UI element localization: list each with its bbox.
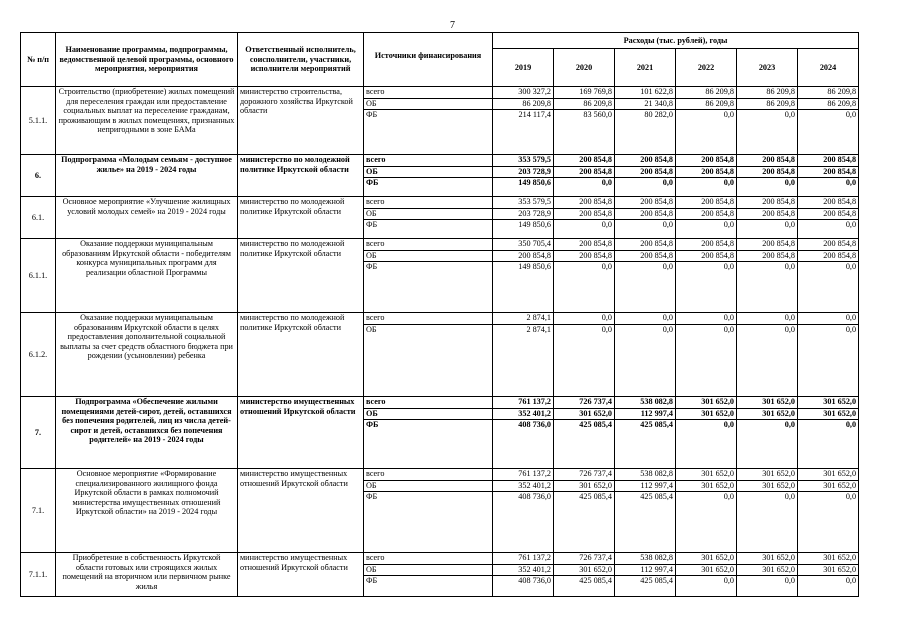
amount: 80 282,0 bbox=[644, 110, 673, 120]
amount: 726 737,4 bbox=[554, 553, 614, 565]
header-year-2022: 2022 bbox=[676, 49, 737, 87]
value-cell bbox=[737, 469, 798, 553]
table-row bbox=[21, 397, 859, 469]
value-cell bbox=[737, 239, 798, 313]
source-label: всего bbox=[364, 553, 492, 565]
value-cell bbox=[615, 155, 676, 197]
amount: 200 854,8 bbox=[798, 155, 858, 167]
source-label: ФБ bbox=[366, 220, 378, 230]
value-cell bbox=[493, 197, 554, 239]
amount: 200 854,8 bbox=[554, 197, 614, 209]
value-cell bbox=[798, 469, 859, 553]
amount: 200 854,8 bbox=[676, 167, 736, 179]
amount: 200 854,8 bbox=[554, 209, 614, 221]
amount: 86 209,8 bbox=[493, 99, 553, 111]
amount: 408 736,0 bbox=[518, 420, 551, 430]
amount: 0,0 bbox=[723, 420, 734, 430]
amount: 200 854,8 bbox=[737, 239, 797, 251]
source-label: всего bbox=[364, 397, 492, 409]
header-name: Наименование программы, подпрограммы, ведомственной целевой программы, основного мероприятия, мероприятия bbox=[56, 33, 238, 87]
amount: 301 652,0 bbox=[798, 481, 858, 493]
amount: 761 137,2 bbox=[493, 553, 553, 565]
amount: 112 997,4 bbox=[615, 481, 675, 493]
table-row bbox=[21, 553, 859, 597]
value-cell bbox=[676, 397, 737, 469]
amount: 0,0 bbox=[845, 420, 857, 430]
amount: 200 854,8 bbox=[493, 251, 553, 263]
amount: 203 728,9 bbox=[493, 209, 553, 221]
row-responsible: министерство по молодежной политике Иркутской области bbox=[238, 197, 364, 239]
amount: 301 652,0 bbox=[737, 397, 797, 409]
value-cell bbox=[554, 87, 615, 155]
amount: 0,0 bbox=[723, 110, 734, 120]
amount: 0,0 bbox=[662, 262, 673, 272]
amount: 200 854,8 bbox=[615, 155, 675, 167]
amount: 0,0 bbox=[784, 178, 795, 188]
value-cell bbox=[737, 87, 798, 155]
header-expenses: Расходы (тыс. рублей), годы bbox=[493, 33, 859, 49]
source-label: ОБ bbox=[364, 99, 492, 111]
table-row bbox=[21, 87, 859, 155]
amount: 200 854,8 bbox=[615, 167, 675, 179]
amount: 169 769,8 bbox=[554, 87, 614, 99]
value-cell bbox=[493, 239, 554, 313]
amount: 200 854,8 bbox=[798, 239, 858, 251]
row-number: 7.1. bbox=[21, 469, 56, 553]
amount: 0,0 bbox=[723, 220, 734, 230]
amount: 86 209,8 bbox=[798, 99, 858, 111]
value-cell bbox=[615, 313, 676, 397]
row-sources bbox=[364, 397, 493, 469]
row-name: Оказание поддержки муниципальным образованиям Иркутской области - победителям конкурса муниципальных программ для реализации областной Программы bbox=[56, 239, 238, 313]
page-number: 7 bbox=[450, 20, 455, 31]
value-cell bbox=[798, 553, 859, 597]
row-responsible: министерство по молодежной политике Иркутской области bbox=[238, 155, 364, 197]
source-label: ФБ bbox=[366, 178, 379, 188]
amount: 83 560,0 bbox=[583, 110, 612, 120]
amount: 0,0 bbox=[784, 324, 795, 334]
row-name: Основное мероприятие «Улучшение жилищных условий молодых семей» на 2019 - 2024 годы bbox=[56, 197, 238, 239]
amount: 425 085,4 bbox=[640, 492, 673, 502]
amount: 0,0 bbox=[554, 313, 614, 325]
amount: 112 997,4 bbox=[615, 565, 675, 577]
amount: 352 401,2 bbox=[493, 565, 553, 577]
amount: 200 854,8 bbox=[737, 155, 797, 167]
value-cell bbox=[493, 313, 554, 397]
amount: 0,0 bbox=[601, 178, 612, 188]
row-name: Оказание поддержки муниципальным образованиям Иркутской области в целях предоставления дополнительной социальной выплаты за счет средств областного бюджета при рождении (усыновлении) ребенка bbox=[56, 313, 238, 397]
value-cell bbox=[615, 553, 676, 597]
amount: 0,0 bbox=[723, 262, 734, 272]
row-responsible: министерство имущественных отношений Иркутской области bbox=[238, 469, 364, 553]
row-number: 6.1.1. bbox=[21, 239, 56, 313]
amount: 200 854,8 bbox=[615, 239, 675, 251]
amount: 200 854,8 bbox=[798, 167, 858, 179]
header-num: № п/п bbox=[21, 33, 56, 87]
value-cell bbox=[554, 553, 615, 597]
amount: 0,0 bbox=[662, 324, 673, 334]
amount: 538 082,8 bbox=[615, 553, 675, 565]
value-cell bbox=[737, 155, 798, 197]
header-year-2019: 2019 bbox=[493, 49, 554, 87]
source-label: ОБ bbox=[364, 565, 492, 577]
amount: 0,0 bbox=[784, 110, 795, 120]
amount: 538 082,8 bbox=[615, 469, 675, 481]
source-label: всего bbox=[364, 313, 492, 325]
amount: 0,0 bbox=[676, 313, 736, 325]
row-number: 5.1.1. bbox=[21, 87, 56, 155]
amount: 0,0 bbox=[601, 324, 612, 334]
amount: 761 137,2 bbox=[493, 469, 553, 481]
header-year-2023: 2023 bbox=[737, 49, 798, 87]
amount: 0,0 bbox=[798, 313, 858, 325]
amount: 214 117,4 bbox=[518, 110, 551, 120]
table-row bbox=[21, 313, 859, 397]
amount: 200 854,8 bbox=[798, 197, 858, 209]
value-cell bbox=[554, 397, 615, 469]
amount: 0,0 bbox=[601, 262, 612, 272]
amount: 301 652,0 bbox=[554, 565, 614, 577]
amount: 200 854,8 bbox=[615, 209, 675, 221]
source-label: всего bbox=[364, 155, 492, 167]
amount: 0,0 bbox=[845, 262, 857, 272]
amount: 352 401,2 bbox=[493, 481, 553, 493]
amount: 149 850,6 bbox=[518, 220, 551, 230]
value-cell bbox=[798, 313, 859, 397]
source-label: ФБ bbox=[366, 262, 378, 272]
table-row bbox=[21, 469, 859, 553]
amount: 200 854,8 bbox=[554, 155, 614, 167]
amount: 21 340,8 bbox=[615, 99, 675, 111]
row-responsible: министерство имущественных отношений Иркутской области bbox=[238, 553, 364, 597]
value-cell bbox=[554, 313, 615, 397]
amount: 0,0 bbox=[845, 324, 857, 334]
amount: 86 209,8 bbox=[676, 99, 736, 111]
value-cell bbox=[676, 469, 737, 553]
amount: 301 652,0 bbox=[798, 397, 858, 409]
table-row bbox=[21, 155, 859, 197]
header-year-2021: 2021 bbox=[615, 49, 676, 87]
value-cell bbox=[798, 397, 859, 469]
amount: 301 652,0 bbox=[798, 409, 858, 421]
source-label: ФБ bbox=[366, 492, 378, 502]
amount: 301 652,0 bbox=[676, 409, 736, 421]
amount: 425 085,4 bbox=[579, 420, 612, 430]
value-cell bbox=[554, 469, 615, 553]
amount: 2 874,1 bbox=[526, 324, 551, 334]
amount: 200 854,8 bbox=[676, 197, 736, 209]
source-label: ОБ bbox=[364, 481, 492, 493]
amount: 301 652,0 bbox=[737, 409, 797, 421]
amount: 200 854,8 bbox=[676, 209, 736, 221]
amount: 726 737,4 bbox=[554, 397, 614, 409]
row-responsible: министерство по молодежной политике Иркутской области bbox=[238, 239, 364, 313]
header-responsible: Ответственный исполнитель, соисполнители, участники, исполнители мероприятий bbox=[238, 33, 364, 87]
amount: 538 082,8 bbox=[615, 397, 675, 409]
row-responsible: министерство по молодежной политике Иркутской области bbox=[238, 313, 364, 397]
amount: 86 209,8 bbox=[737, 99, 797, 111]
table-row bbox=[21, 239, 859, 313]
row-name: Подпрограмма «Обеспечение жилыми помещениями детей-сирот, детей, оставшихся без попечения родителей, лиц из числа детей-сирот и детей, оставшихся без попечения родителей» на 2019 - 2024 годы bbox=[56, 397, 238, 469]
value-cell bbox=[676, 197, 737, 239]
amount: 200 854,8 bbox=[554, 251, 614, 263]
financing-table bbox=[20, 32, 859, 597]
amount: 200 854,8 bbox=[615, 251, 675, 263]
row-number: 6.1. bbox=[21, 197, 56, 239]
source-label: ФБ bbox=[366, 576, 378, 586]
row-responsible: министерство строительства, дорожного хозяйства Иркутской области bbox=[238, 87, 364, 155]
amount: 408 736,0 bbox=[518, 492, 551, 502]
amount: 0,0 bbox=[723, 178, 734, 188]
amount: 200 854,8 bbox=[737, 197, 797, 209]
amount: 0,0 bbox=[601, 220, 612, 230]
header-year-2024: 2024 bbox=[798, 49, 859, 87]
amount: 0,0 bbox=[845, 220, 857, 230]
source-label: ОБ bbox=[364, 209, 492, 221]
amount: 301 652,0 bbox=[737, 553, 797, 565]
amount: 301 652,0 bbox=[737, 481, 797, 493]
row-sources bbox=[364, 469, 493, 553]
row-sources bbox=[364, 197, 493, 239]
value-cell bbox=[737, 397, 798, 469]
row-sources bbox=[364, 155, 493, 197]
amount: 425 085,4 bbox=[579, 576, 612, 586]
amount: 425 085,4 bbox=[640, 576, 673, 586]
value-cell bbox=[798, 155, 859, 197]
amount: 0,0 bbox=[784, 262, 795, 272]
amount: 301 652,0 bbox=[798, 553, 858, 565]
amount: 86 209,8 bbox=[798, 87, 858, 99]
amount: 0,0 bbox=[784, 576, 795, 586]
row-number: 7.1.1. bbox=[21, 553, 56, 597]
row-number: 6. bbox=[21, 155, 56, 197]
amount: 200 854,8 bbox=[737, 167, 797, 179]
value-cell bbox=[615, 469, 676, 553]
row-responsible: министерство имущественных отношений Иркутской области bbox=[238, 397, 364, 469]
value-cell bbox=[676, 553, 737, 597]
source-label: ОБ bbox=[364, 251, 492, 263]
value-cell bbox=[615, 87, 676, 155]
amount: 0,0 bbox=[662, 220, 673, 230]
amount: 301 652,0 bbox=[676, 565, 736, 577]
amount: 86 209,8 bbox=[554, 99, 614, 111]
row-sources bbox=[364, 313, 493, 397]
value-cell bbox=[737, 197, 798, 239]
amount: 0,0 bbox=[784, 420, 795, 430]
amount: 301 652,0 bbox=[737, 469, 797, 481]
value-cell bbox=[798, 87, 859, 155]
value-cell bbox=[798, 239, 859, 313]
amount: 200 854,8 bbox=[676, 239, 736, 251]
value-cell bbox=[493, 469, 554, 553]
value-cell bbox=[615, 397, 676, 469]
amount: 0,0 bbox=[723, 576, 734, 586]
source-label: всего bbox=[364, 197, 492, 209]
amount: 86 209,8 bbox=[676, 87, 736, 99]
row-number: 7. bbox=[21, 397, 56, 469]
amount: 86 209,8 bbox=[737, 87, 797, 99]
amount: 200 854,8 bbox=[798, 251, 858, 263]
source-label: ОБ bbox=[364, 167, 492, 179]
value-cell bbox=[554, 197, 615, 239]
amount: 200 854,8 bbox=[676, 155, 736, 167]
amount: 0,0 bbox=[615, 313, 675, 325]
value-cell bbox=[493, 87, 554, 155]
amount: 0,0 bbox=[845, 178, 857, 188]
amount: 408 736,0 bbox=[518, 576, 551, 586]
value-cell bbox=[615, 197, 676, 239]
row-name: Строительство (приобретение) жилых помещений для переселения граждан или предоставление социальных выплат на переселение гражданам, проживающим в жилых помещениях, признанных непригодными в зоне БАМа bbox=[56, 87, 238, 155]
table-row bbox=[21, 197, 859, 239]
value-cell bbox=[676, 313, 737, 397]
value-cell bbox=[676, 87, 737, 155]
amount: 149 850,6 bbox=[518, 178, 551, 188]
row-number: 6.1.2. bbox=[21, 313, 56, 397]
amount: 301 652,0 bbox=[676, 397, 736, 409]
value-cell bbox=[676, 239, 737, 313]
header-source: Источники финансирования bbox=[364, 33, 493, 87]
amount: 101 622,8 bbox=[615, 87, 675, 99]
row-name: Подпрограмма «Молодым семьям - доступное жилье» на 2019 - 2024 годы bbox=[56, 155, 238, 197]
amount: 301 652,0 bbox=[554, 481, 614, 493]
row-sources bbox=[364, 553, 493, 597]
source-label: ФБ bbox=[366, 420, 379, 430]
amount: 149 850,6 bbox=[518, 262, 551, 272]
amount: 425 085,4 bbox=[640, 420, 673, 430]
amount: 203 728,9 bbox=[493, 167, 553, 179]
amount: 200 854,8 bbox=[798, 209, 858, 221]
amount: 301 652,0 bbox=[676, 469, 736, 481]
value-cell bbox=[493, 397, 554, 469]
amount: 301 652,0 bbox=[737, 565, 797, 577]
amount: 112 997,4 bbox=[615, 409, 675, 421]
amount: 0,0 bbox=[845, 492, 857, 502]
amount: 300 327,2 bbox=[493, 87, 553, 99]
amount: 200 854,8 bbox=[615, 197, 675, 209]
value-cell bbox=[554, 155, 615, 197]
amount: 0,0 bbox=[723, 324, 734, 334]
amount: 0,0 bbox=[723, 492, 734, 502]
amount: 0,0 bbox=[845, 576, 857, 586]
amount: 2 874,1 bbox=[493, 313, 553, 325]
source-label: всего bbox=[364, 87, 492, 99]
amount: 301 652,0 bbox=[554, 409, 614, 421]
source-label: ФБ bbox=[366, 110, 378, 120]
amount: 350 705,4 bbox=[493, 239, 553, 251]
value-cell bbox=[737, 553, 798, 597]
row-name: Приобретение в собственность Иркутской области готовых или строящихся жилых помещений на вторичном или первичном рынке жилья bbox=[56, 553, 238, 597]
amount: 301 652,0 bbox=[676, 481, 736, 493]
amount: 0,0 bbox=[662, 178, 673, 188]
amount: 0,0 bbox=[737, 313, 797, 325]
source-label: ОБ bbox=[364, 409, 492, 421]
amount: 353 579,5 bbox=[493, 197, 553, 209]
amount: 200 854,8 bbox=[737, 251, 797, 263]
value-cell bbox=[493, 155, 554, 197]
header-year-2020: 2020 bbox=[554, 49, 615, 87]
amount: 200 854,8 bbox=[737, 209, 797, 221]
value-cell bbox=[493, 553, 554, 597]
amount: 200 854,8 bbox=[554, 239, 614, 251]
value-cell bbox=[737, 313, 798, 397]
amount: 200 854,8 bbox=[676, 251, 736, 263]
amount: 761 137,2 bbox=[493, 397, 553, 409]
amount: 301 652,0 bbox=[798, 565, 858, 577]
source-label: всего bbox=[364, 469, 492, 481]
amount: 200 854,8 bbox=[554, 167, 614, 179]
amount: 301 652,0 bbox=[798, 469, 858, 481]
row-name: Основное мероприятие «Формирование специализированного жилищного фонда Иркутской области в рамках полномочий министерства имущественных отношений Иркутской области» на 2019 - 2024 годы bbox=[56, 469, 238, 553]
amount: 353 579,5 bbox=[493, 155, 553, 167]
amount: 0,0 bbox=[784, 220, 795, 230]
row-sources bbox=[364, 239, 493, 313]
amount: 425 085,4 bbox=[579, 492, 612, 502]
value-cell bbox=[676, 155, 737, 197]
amount: 726 737,4 bbox=[554, 469, 614, 481]
amount: 0,0 bbox=[845, 110, 857, 120]
source-label: всего bbox=[364, 239, 492, 251]
row-sources bbox=[364, 87, 493, 155]
amount: 0,0 bbox=[784, 492, 795, 502]
value-cell bbox=[798, 197, 859, 239]
source-label: ОБ bbox=[366, 324, 377, 334]
amount: 352 401,2 bbox=[493, 409, 553, 421]
value-cell bbox=[615, 239, 676, 313]
amount: 301 652,0 bbox=[676, 553, 736, 565]
value-cell bbox=[554, 239, 615, 313]
